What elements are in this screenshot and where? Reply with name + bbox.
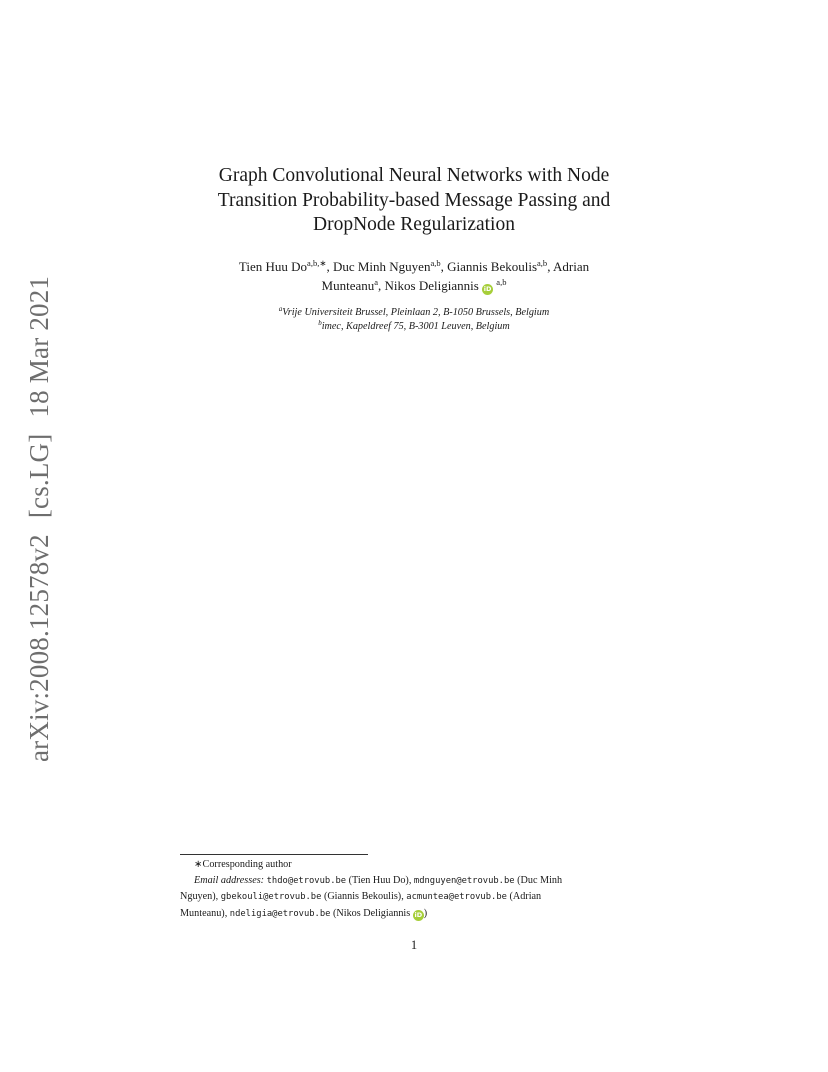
author-separator: , bbox=[378, 277, 382, 293]
email-owner: (Adrian bbox=[509, 891, 542, 902]
author-affil-marker: a bbox=[374, 276, 379, 287]
email-link[interactable]: ndeligia@etrovub.be bbox=[229, 908, 331, 919]
author-name-part: Adrian bbox=[552, 259, 590, 274]
arxiv-identifier-sidebar bbox=[24, 260, 55, 762]
email-line-2 bbox=[180, 889, 632, 906]
author-separator: , bbox=[440, 259, 444, 274]
affiliations bbox=[170, 306, 658, 333]
email-owner: (Duc Minh bbox=[517, 874, 563, 886]
arxiv-category: [cs.LG] bbox=[24, 433, 54, 519]
email-separator: , bbox=[224, 907, 228, 919]
author-list bbox=[170, 258, 658, 295]
title-line-1: Graph Convolutional Neural Networks with Node bbox=[218, 165, 610, 186]
author-name-part: Munteanu bbox=[321, 277, 375, 293]
corresponding-author-note: ∗Corresponding author bbox=[194, 859, 292, 870]
author-name: Nikos Deligiannis bbox=[384, 277, 479, 293]
email-link[interactable]: gbekouli@etrovub.be bbox=[220, 892, 322, 902]
email-link[interactable]: thdo@etrovub.be bbox=[266, 875, 347, 886]
affil-text: imec, Kapeldreef 75, B-3001 Leuven, Belgium bbox=[321, 320, 510, 332]
author-line-2 bbox=[170, 277, 658, 296]
arxiv-id: arXiv:2008.12578v2 bbox=[24, 534, 54, 762]
email-line-3 bbox=[180, 906, 632, 923]
author-separator: , bbox=[326, 259, 330, 274]
author-affil-marker: a,b bbox=[496, 276, 507, 287]
author-affil-marker: a,b bbox=[430, 258, 441, 268]
email-owner: (Nikos Deligiannis bbox=[332, 907, 411, 919]
email-link[interactable]: mdnguyen@etrovub.be bbox=[413, 875, 515, 886]
email-label: Email addresses: bbox=[194, 874, 265, 886]
footnote-rule bbox=[180, 854, 368, 855]
affil-text: Vrije Universiteit Brussel, Pleinlaan 2, B-1050 Brussels, Belgium bbox=[282, 307, 550, 318]
orcid-icon[interactable]: iD bbox=[414, 910, 423, 919]
email-owner: Nguyen) bbox=[180, 891, 216, 902]
closing-paren: ) bbox=[423, 907, 428, 919]
author-separator: , bbox=[547, 259, 551, 274]
email-separator: , bbox=[408, 874, 412, 886]
orcid-icon[interactable]: iD bbox=[483, 284, 492, 293]
title-line-2: Transition Probability-based Message Passing and bbox=[217, 189, 611, 211]
email-owner: (Giannis Bekoulis) bbox=[323, 891, 402, 902]
author-affil-marker: a,b bbox=[537, 258, 548, 268]
affil-marker: b bbox=[318, 318, 322, 327]
affil-marker: a bbox=[278, 305, 283, 313]
title-line-3: DropNode Regularization bbox=[313, 214, 515, 235]
email-owner: Munteanu) bbox=[180, 907, 225, 919]
author-name: Duc Minh Nguyen bbox=[332, 259, 431, 274]
affiliation-a bbox=[170, 306, 658, 320]
arxiv-date: 18 Mar 2021 bbox=[24, 275, 54, 418]
author-line-1 bbox=[170, 258, 658, 277]
email-separator: , bbox=[215, 891, 219, 902]
email-owner: (Tien Huu Do) bbox=[348, 874, 409, 886]
page-number: 1 bbox=[410, 938, 418, 952]
author-affil-marker: a,b,∗ bbox=[307, 258, 327, 268]
paper-title bbox=[150, 164, 678, 238]
affiliation-b bbox=[170, 320, 658, 334]
author-name: Tien Huu Do bbox=[238, 259, 308, 274]
author-name: Giannis Bekoulis bbox=[447, 259, 538, 274]
email-link[interactable]: acmuntea@etrovub.be bbox=[406, 892, 507, 902]
footnote bbox=[180, 857, 632, 922]
email-line-1 bbox=[180, 873, 632, 890]
email-separator: , bbox=[401, 891, 404, 902]
